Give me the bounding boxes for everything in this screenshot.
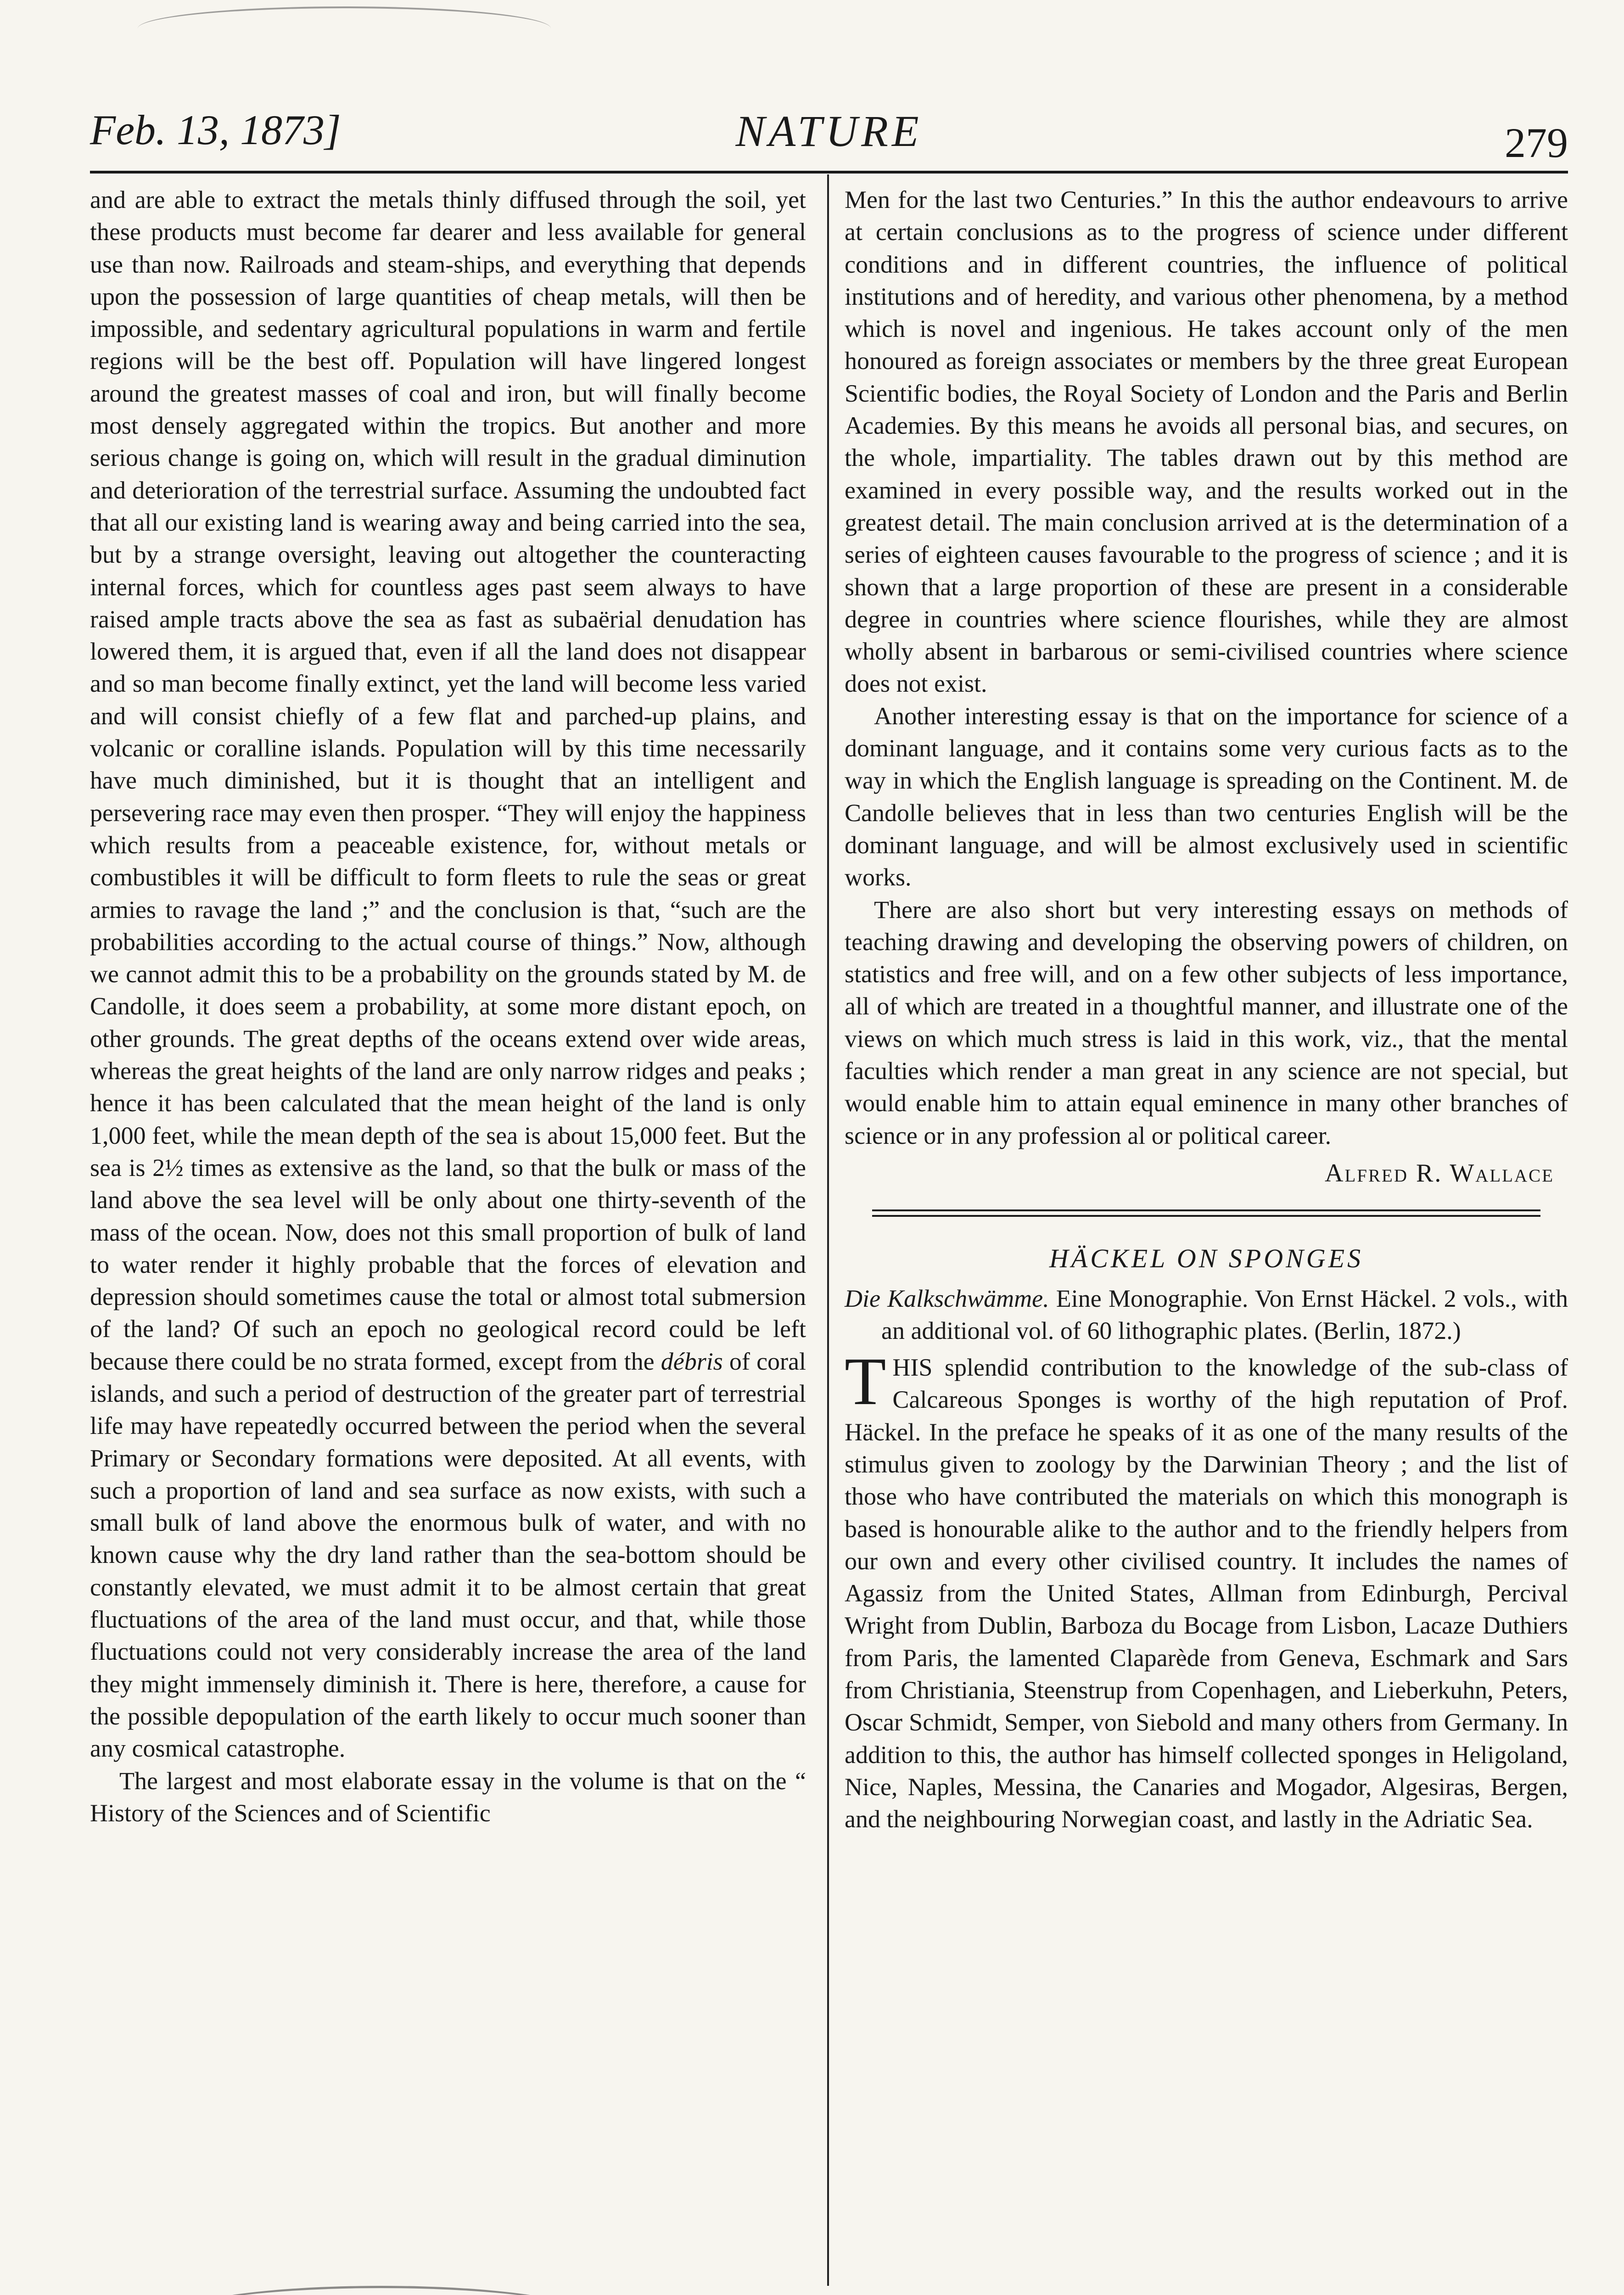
scan-edge-top: [138, 6, 551, 28]
body-paragraph: Another interesting essay is that on the importance for science of a dominant language, and it contains some very curious facts as to the way in which the English language is spreading on the Continent. M. de Candolle believes that in less than two centuries English will be the dominant language, and will be almost exclusively used in scientific works.: [845, 702, 1568, 891]
journal-title: NATURE: [735, 106, 923, 156]
book-citation: [845, 1282, 1568, 1347]
body-paragraph: The largest and most elaborate essay in the volume is that on the “ History of the Sciences and of Scientific: [90, 1767, 806, 1827]
body-paragraph: [90, 184, 806, 1765]
page-header: [90, 96, 1568, 166]
header-rule: [90, 171, 1568, 174]
italic-text: débris: [661, 1347, 723, 1375]
right-column: [845, 184, 1568, 1836]
column-divider: [827, 174, 829, 2286]
author-signature: Alfred R. Wallace: [1325, 1159, 1554, 1187]
issue-date: Feb. 13, 1873]: [90, 106, 341, 153]
body-paragraph: There are also short but very interesting essays on methods of teaching drawing and developing the observing powers of children, on statistics and free will, and on a few other subjects of less importance, all of which are treated in a thoughtful manner, and illustrate one of the views on which much stress is laid in this work, viz., that the mental faculties which render a man great in any science are not special, but would enable him to attain equal eminence in many other branches of science or in any profession al or political career.: [845, 896, 1568, 1149]
scan-edge-bottom: [174, 2286, 588, 2295]
citation-details: Eine Monographie. Von Ernst Häckel. 2 vols., with an additional vol. of 60 lithographic plates. (Berlin, 1872.): [881, 1284, 1568, 1344]
section-separator: [872, 1209, 1540, 1217]
text-run: HIS splendid contribution to the knowledge of the sub-class of Calcareous Sponges is worthy of the high reputation of Prof. Häckel. In the preface he speaks of it as one of the many results of the stimulus given to zoology by the Darwinian Theory ; and the list of those who have contributed the materials on which this monograph is based is honourable alike to the author and to the friendly helpers from our own and every other civilised country. It includes the names of Agassiz from the United States, Allman from Edinburgh, Percival Wright from Dublin, Barboza du Bocage from Lisbon, Lacaze Duthiers from Paris, the lamented Claparède from Geneva, Eschmark and Sars from Christiania, Steenstrup from Copenhagen, and Lieberkuhn, Peters, Oscar Schmidt, Semper, von Siebold and many others from Germany. In addition to this, the author has himself collected sponges in Heligoland, Nice, Naples, Messina, the Canaries and Mogador, Algesiras, Bergen, and the neighbouring Norwegian coast, and lastly in the Adriatic Sea.: [845, 1354, 1568, 1833]
left-column: [90, 184, 806, 1829]
text-run: of coral islands, and such a period of destruction of the greater part of terrestrial life may have repeatedly occurred between the period when the several Primary or Secondary formations were deposited. At all events, with such a proportion of land and sea surface as now exists, with such a small bulk of land above the enormous bulk of water, and with no known cause why the dry land rather than the sea-bottom should be constantly elevated, we must admit it to be almost certain that great fluctuations of the area of the land must occur, and that, while those fluctuations could not very considerably increase the area of the land they might immensely diminish it. There is here, therefore, a cause for the possible depopulation of the earth likely to occur much sooner than any cosmical catastrophe.: [90, 1347, 806, 1763]
body-paragraph: Men for the last two Centuries.” In this the author endeavours to arrive at certain conclusions as to the progress of science under different conditions and in different countries, the influence of political institutions and of heredity, and various other phenomena, by a method which is novel and ingenious. He takes account only of the men honoured as foreign associates or members by the three great European Scientific bodies, the Royal Society of London and the Paris and Berlin Academies. By this means he avoids all personal bias, and secures, on the whole, impartiality. The tables drawn out by this method are examined in every possible way, and the results worked out in the greatest detail. The main conclusion arrived at is the determination of a series of eighteen causes favourable to the progress of science ; and it is shown that a large proportion of these are present in a considerable degree in countries where science flourishes, while they are almost wholly absent in barbarous or semi-civilised countries where science does not exist.: [845, 186, 1568, 698]
article-body: [845, 1344, 1568, 1835]
article-title: HÄCKEL ON SPONGES: [1049, 1243, 1364, 1274]
page-number: 279: [1505, 119, 1568, 166]
text-run: and are able to extract the metals thinly diffused through the soil, yet these products must become far dearer and less available for general use than now. Railroads and steam-ships, and everything that depends upon the possession of large quantities of cheap metals, will then be impossible, and sedentary agricultural populations in warm and fertile regions will be the best off. Population will have lingered longest around the greatest masses of coal and iron, but will finally become most densely aggregated within the tropics. But another and more serious change is going on, which will result in the gradual diminution and deterioration of the terrestrial surface. Assuming the undoubted fact that all our existing land is wearing away and being carried into the sea, but by a strange oversight, leaving out altogether the counteracting internal forces, which for countless ages past seem always to have raised ample tracts above the sea as fast as subaërial denudation has lowered them, it is argued that, even if all the land does not disappear and so man become finally extinct, yet the land will become less varied and will consist chiefly of a few flat and parched-up plains, and volcanic or coralline islands. Population will by this time necessarily have much diminished, but it is thought that an intelligent and persevering race may even then prosper. “They will enjoy the happiness which results from a peaceable existence, for, without metals or combustibles it will be difficult to form fleets to rule the seas or great armies to ravage the land ;” and the conclusion is that, “such are the probabilities according to the actual course of things.” Now, although we cannot admit this to be a probability on the grounds stated by M. de Candolle, it does seem a probability, at some more distant epoch, on other grounds. The great depths of the oceans extend over wide areas, whereas the great heights of the land are only narrow ridges and peaks ; hence it has been calculated that the mean height of the land is only 1,000 feet, while the mean depth of the sea is about 15,000 feet. But the sea is 2½ times as extensive as the land, so that the bulk or mass of the land above the sea level will be only about one thirty-seventh of the mass of the ocean. Now, does not this small proportion of bulk of land to water render it highly probable that the forces of elevation and depression should sometimes cause the total or almost total submersion of the land? Of such an epoch no geological record could be left because there could be no strata formed, except from the: [90, 186, 806, 1375]
drop-cap: T: [845, 1344, 886, 1420]
book-title: Die Kalkschwämme.: [845, 1284, 1049, 1312]
